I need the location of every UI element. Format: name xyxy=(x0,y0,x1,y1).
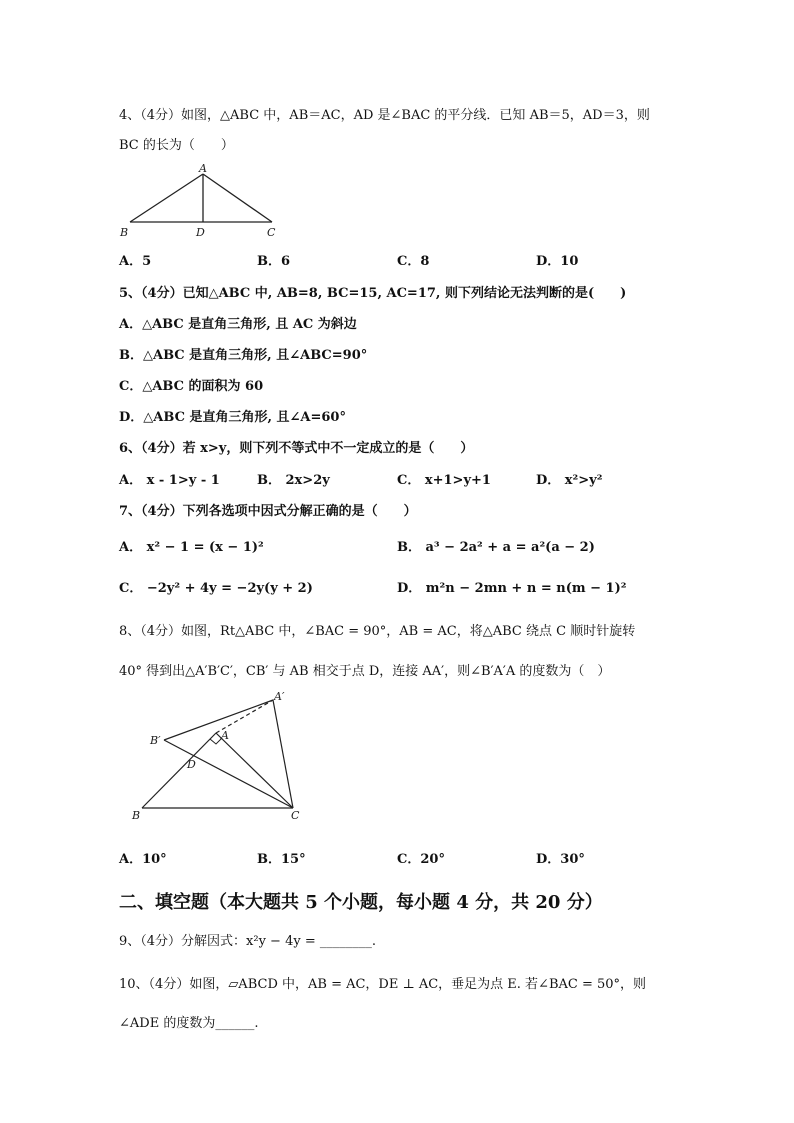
q5-option-c[interactable]: C．△ABC 的面积为 60 xyxy=(119,379,264,394)
q8-option-a[interactable]: A．10° xyxy=(119,852,167,867)
q4-option-b[interactable]: B．6 xyxy=(257,254,291,269)
q8-label-a: A xyxy=(221,729,229,742)
q7-stem: 7、（4分）下列各选项中因式分解正确的是（ ） xyxy=(119,504,417,519)
q4-triangle-figure xyxy=(112,160,292,240)
q8-stem-line2: 40° 得到出△A′B′C′，CB′ 与 AB 相交于点 D，连接 AA′，则∠B′A′A 的度数为（ ） xyxy=(119,664,611,679)
section-heading-fill-in: 二、填空题（本大题共 5 个小题，每小题 4 分，共 20 分） xyxy=(119,892,603,913)
q5-option-d[interactable]: D．△ABC 是直角三角形, 且∠A=60° xyxy=(119,410,346,425)
q10-stem-line1: 10、（4分）如图，▱ABCD 中，AB = AC，DE ⊥ AC，垂足为点 E. 若∠BAC = 50°，则 xyxy=(119,977,647,992)
q5-stem: 5、（4分）已知△ABC 中, AB=8, BC=15, AC=17, 则下列结论无法判断的是( ) xyxy=(119,286,627,301)
q8-option-d[interactable]: D．30° xyxy=(536,852,585,867)
q9-stem: 9、（4分）分解因式：x²y − 4y = ________. xyxy=(119,934,376,949)
q8-option-c[interactable]: C．20° xyxy=(397,852,445,867)
q6-option-b[interactable]: B． 2x>2y xyxy=(257,473,330,488)
q6-option-c[interactable]: C． x+1>y+1 xyxy=(397,473,491,488)
q8-label-b-prime: B′ xyxy=(150,734,161,747)
q4-label-a: A xyxy=(199,162,207,175)
q7-option-d[interactable]: D． m²n − 2mn + n = n(m − 1)² xyxy=(397,581,627,596)
q4-stem-line1: 4、（4分）如图，△ABC 中，AB＝AC，AD 是∠BAC 的平分线．已知 AB＝5，AD＝3，则 xyxy=(119,108,650,123)
q4-stem-line2: BC 的长为（ ） xyxy=(119,138,234,153)
q5-option-b[interactable]: B．△ABC 是直角三角形, 且∠ABC=90° xyxy=(119,348,368,363)
q4-option-c[interactable]: C．8 xyxy=(397,254,430,269)
q7-option-b[interactable]: B． a³ − 2a² + a = a²(a − 2) xyxy=(397,540,595,555)
q8-rotation-figure xyxy=(128,688,318,824)
q6-option-d[interactable]: D． x²>y² xyxy=(536,473,603,488)
q8-stem-line1: 8、（4分）如图，Rt△ABC 中，∠BAC = 90°，AB = AC，将△ABC 绕点 C 顺时针旋转 xyxy=(119,624,636,639)
q5-option-a[interactable]: A．△ABC 是直角三角形, 且 AC 为斜边 xyxy=(119,317,357,332)
q10-stem-line2: ∠ADE 的度数为______. xyxy=(119,1016,259,1031)
q6-stem: 6、（4分）若 x>y，则下列不等式中不一定成立的是（ ） xyxy=(119,441,474,456)
q7-option-c[interactable]: C． −2y² + 4y = −2y(y + 2) xyxy=(119,581,313,596)
q4-option-a[interactable]: A．5 xyxy=(119,254,152,269)
q4-label-c: C xyxy=(267,226,276,239)
q4-label-d: D xyxy=(196,226,205,239)
q4-option-d[interactable]: D．10 xyxy=(536,254,579,269)
q7-option-a[interactable]: A． x² − 1 = (x − 1)² xyxy=(119,540,264,555)
q4-label-b: B xyxy=(120,226,129,239)
q8-option-b[interactable]: B．15° xyxy=(257,852,306,867)
q6-option-a[interactable]: A． x - 1>y - 1 xyxy=(119,473,220,488)
q8-label-a-prime: A′ xyxy=(274,690,285,703)
q8-label-c: C xyxy=(291,809,300,822)
q8-label-d: D xyxy=(187,758,196,771)
q8-label-b: B xyxy=(132,809,141,822)
